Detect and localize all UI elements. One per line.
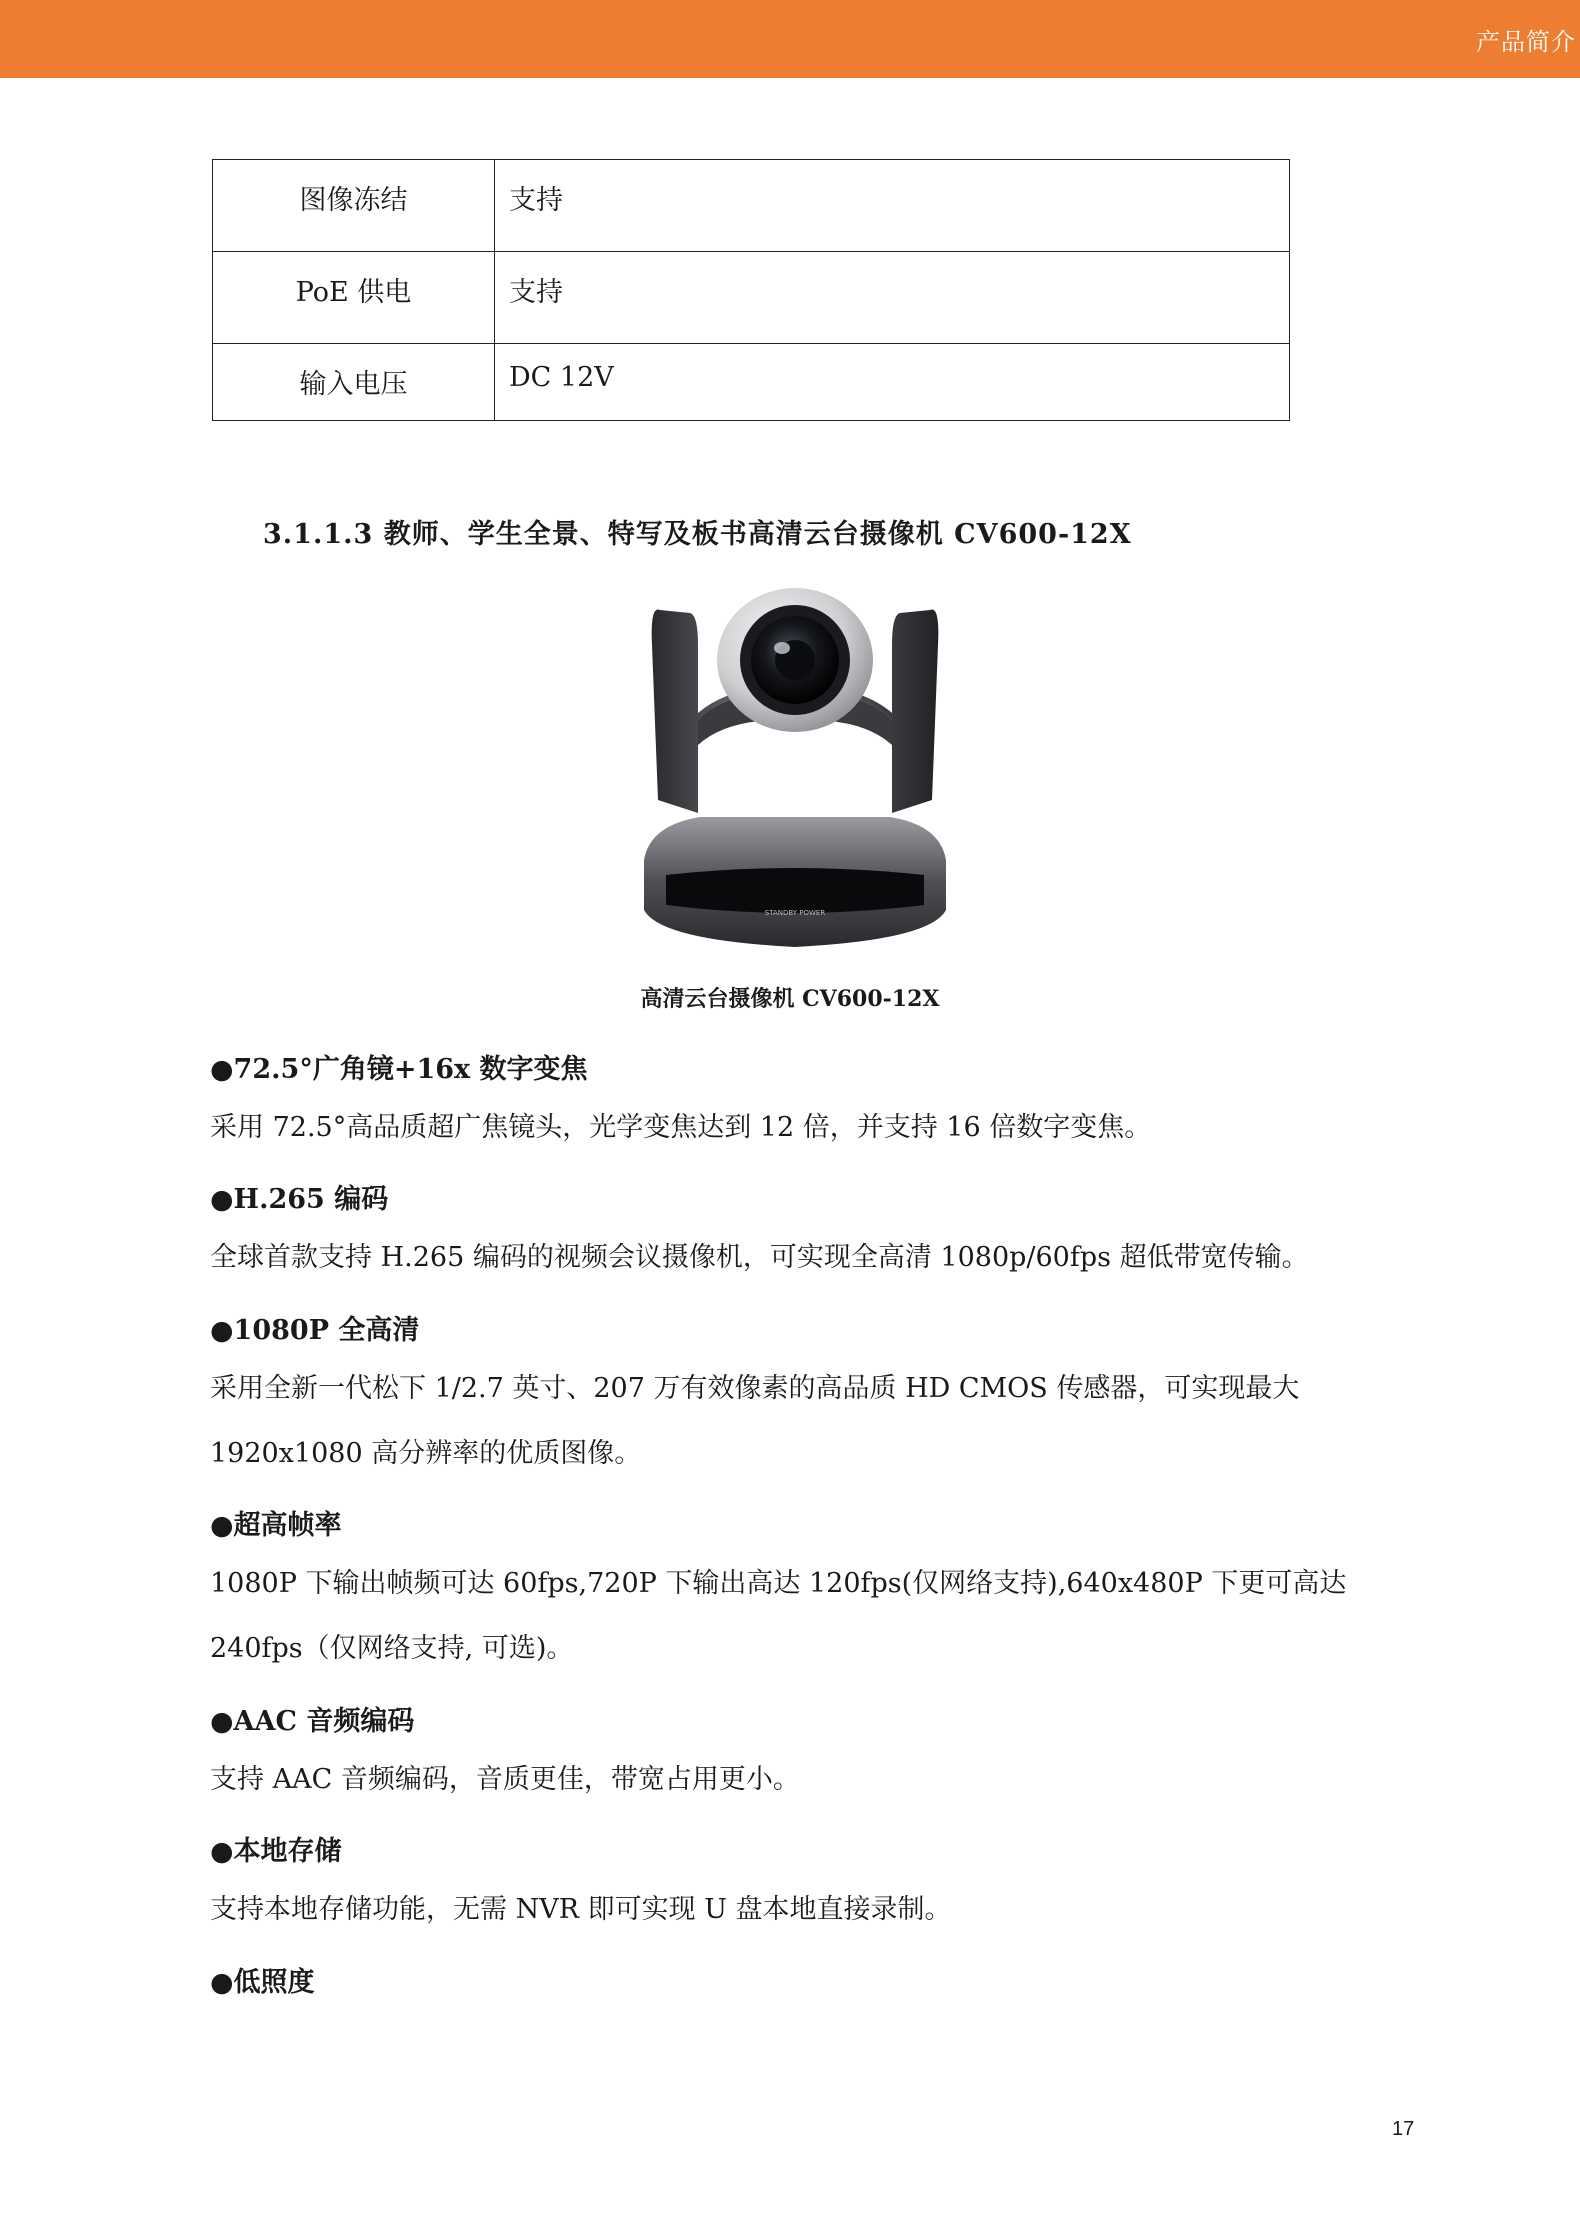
header-bar <box>0 0 1580 78</box>
feature-text: 采用 72.5°高品质超广焦镜头，光学变焦达到 12 倍，并支持 16 倍数字变焦。 <box>210 1112 1152 1143</box>
page-number: 17 <box>1392 2118 1415 2140</box>
feature-heading: ●72.5°广角镜+16x 数字变焦 <box>210 1054 588 1085</box>
section-title: 3.1.1.3 教师、学生全景、特写及板书高清云台摄像机 CV600-12X <box>263 519 1132 550</box>
spec-table <box>212 159 1290 421</box>
table-row <box>213 160 1290 252</box>
feature-heading: ●本地存储 <box>210 1836 342 1867</box>
feature-heading: ●低照度 <box>210 1967 315 1998</box>
feature-text: 全球首款支持 H.265 编码的视频会议摄像机，可实现全高清 1080p/60fps 超低带宽传输。 <box>210 1242 1309 1273</box>
feature-text: 支持本地存储功能，无需 NVR 即可实现 U 盘本地直接录制。 <box>210 1894 952 1925</box>
header-title: 产品简介 <box>1476 28 1576 56</box>
feature-heading: ●1080P 全高清 <box>210 1315 420 1346</box>
spec-value: 支持 <box>495 160 1290 252</box>
spec-label: 输入电压 <box>213 344 495 421</box>
table-row <box>213 252 1290 344</box>
feature-heading: ●H.265 编码 <box>210 1184 389 1215</box>
spec-label: 图像冻结 <box>213 160 495 252</box>
feature-heading: ●超高帧率 <box>210 1510 342 1541</box>
spec-value: DC 12V <box>495 344 1290 421</box>
spec-label: PoE 供电 <box>213 252 495 344</box>
feature-text: 采用全新一代松下 1/2.7 英寸、207 万有效像素的高品质 HD CMOS 传感器，可实现最大 1920x1080 高分辨率的优质图像。 <box>210 1373 1300 1469</box>
feature-text: 支持 AAC 音频编码，音质更佳，带宽占用更小。 <box>210 1764 800 1795</box>
feature-text: 1080P 下输出帧频可达 60fps,720P 下输出高达 120fps(仅网络支持),640x480P 下更可高达 240fps（仅网络支持, 可选)。 <box>210 1568 1347 1664</box>
feature-heading: ●AAC 音频编码 <box>210 1706 415 1737</box>
spec-value: 支持 <box>495 252 1290 344</box>
ptz-camera-image <box>630 585 960 950</box>
figure-caption: 高清云台摄像机 CV600-12X <box>640 986 940 1012</box>
table-row <box>213 344 1290 421</box>
camera-panel-text: STANDBY POWER <box>764 909 826 917</box>
